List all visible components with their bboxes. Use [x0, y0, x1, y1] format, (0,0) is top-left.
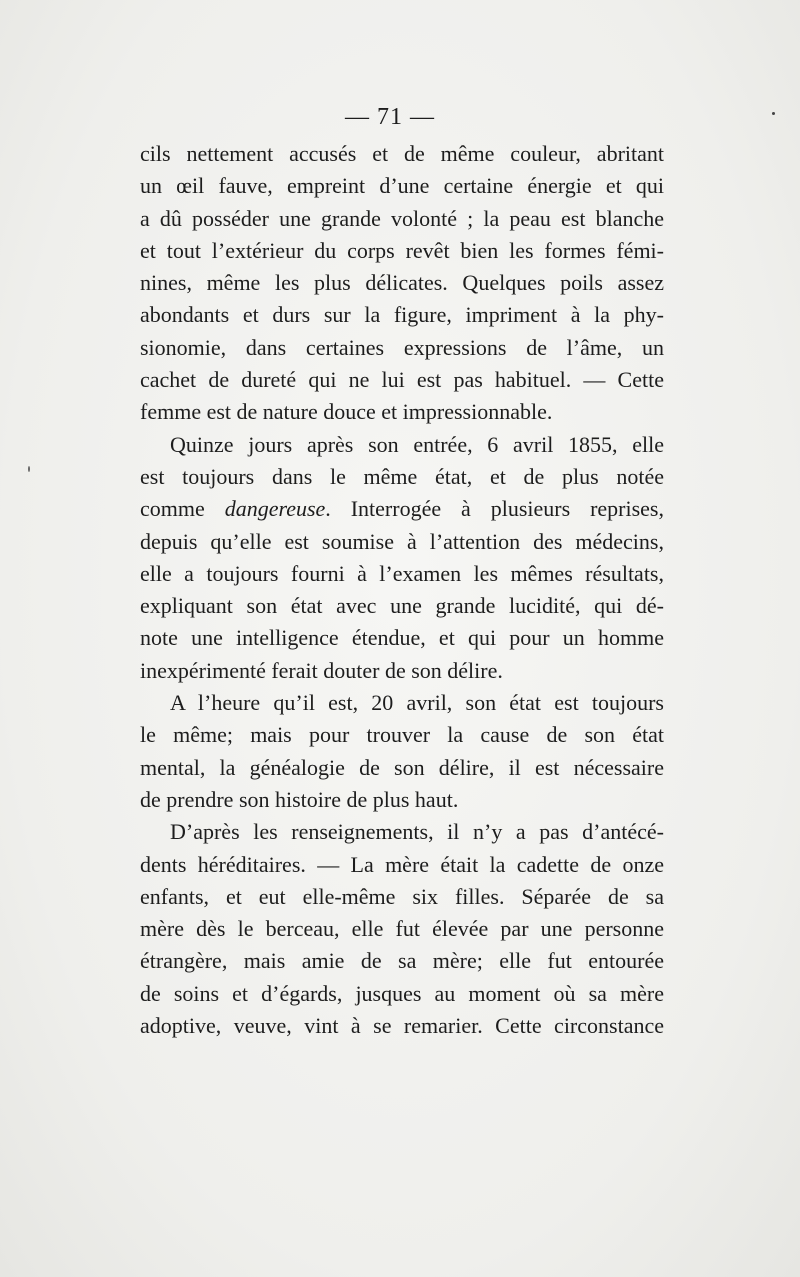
text-line: enfants, et eut elle-même six filles. Séparée de sa: [140, 883, 664, 909]
text-line: de soins et d’égards, jusques au moment où sa mère: [140, 980, 664, 1006]
text-line: femme est de nature douce et impressionnable.: [140, 399, 553, 425]
text-line-segment: . Interrogée à plusieurs reprises,: [325, 496, 664, 522]
emphasized-word: dangereuse: [224, 496, 326, 522]
text-line: Quinze jours après son entrée, 6 avril 1855, elle: [170, 431, 664, 457]
text-line: de prendre son histoire de plus haut.: [140, 786, 459, 812]
text-line: a dû posséder une grande volonté ; la peau est blanche: [140, 205, 664, 231]
text-line: dents héréditaires. — La mère était la cadette de onze: [140, 851, 664, 877]
body-text: [140, 138, 664, 1042]
text-line: A l’heure qu’il est, 20 avril, son état est toujours: [170, 690, 664, 716]
text-line: D’après les renseignements, il n’y a pas d’antécé-: [170, 819, 664, 845]
paper-speck: [772, 112, 775, 115]
text-line: expliquant son état avec une grande lucidité, qui dé-: [140, 593, 664, 619]
text-line-segment: comme: [140, 496, 225, 522]
text-line: un œil fauve, empreint d’une certaine énergie et qui: [140, 173, 664, 199]
text-line: mental, la généalogie de son délire, il est nécessaire: [140, 754, 664, 780]
text-line: est toujours dans le même état, et de plus notée: [140, 463, 664, 489]
text-line: note une intelligence étendue, et qui pour un homme: [140, 625, 664, 651]
text-line: mère dès le berceau, elle fut élevée par une personne: [140, 916, 664, 942]
text-line: cils nettement accusés et de même couleur, abritant: [140, 141, 664, 166]
text-line: adoptive, veuve, vint à se remarier. Cette circonstance: [140, 1013, 664, 1039]
paper-speck: [28, 466, 30, 472]
text-line: nines, même les plus délicates. Quelques poils assez: [140, 270, 664, 296]
text-line: et tout l’extérieur du corps revêt bien les formes fémi-: [140, 237, 664, 263]
text-line: depuis qu’elle est soumise à l’attention des médecins,: [140, 528, 664, 554]
page-number: — 71 —: [345, 104, 435, 130]
text-line: abondants et durs sur la figure, impriment à la phy-: [140, 302, 664, 328]
text-line: [140, 493, 664, 525]
text-line: elle a toujours fourni à l’examen les mêmes résultats,: [140, 560, 664, 586]
text-line: inexpérimenté ferait douter de son délire.: [140, 657, 503, 683]
text-line: étrangère, mais amie de sa mère; elle fut entourée: [140, 948, 664, 974]
text-line: le même; mais pour trouver la cause de son état: [140, 722, 664, 748]
text-line: cachet de dureté qui ne lui est pas habituel. — Cette: [140, 367, 664, 393]
text-line: sionomie, dans certaines expressions de l’âme, un: [140, 334, 664, 360]
